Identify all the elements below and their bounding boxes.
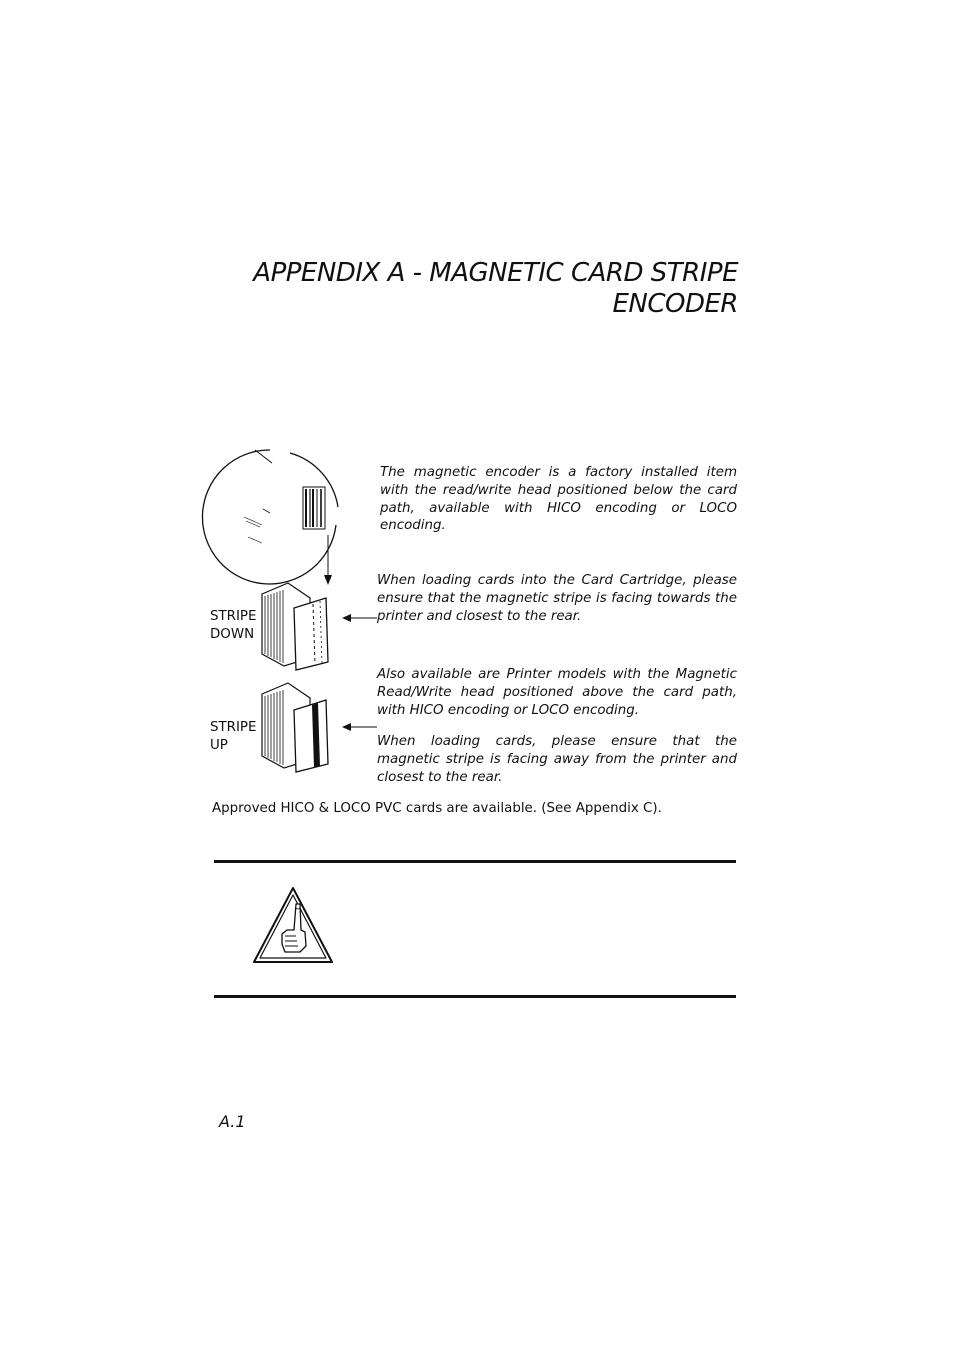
stripe-up-label: STRIPE UP [210, 720, 257, 753]
title-line-2: ENCODER [612, 289, 738, 319]
page-number: A.1 [219, 1112, 246, 1131]
magnified-print-head-icon [200, 445, 350, 585]
arrow-stripe-up [342, 721, 378, 733]
also-available-paragraph: Also available are Printer models with the Magnetic Read/Write head positioned above the card path, with HICO encoding or LOCO encoding. [377, 667, 737, 718]
approved-cards-note: Approved HICO & LOCO PVC cards are available. (See Appendix C). [212, 801, 662, 816]
warning-pointing-hand-icon [252, 886, 334, 966]
arrow-stripe-down [342, 612, 378, 624]
stripe-down-label: STRIPE DOWN [210, 609, 257, 642]
loading-stripe-down-paragraph: When loading cards into the Card Cartridge, please ensure that the magnetic stripe is facing towards the printer and closest to the rear. [377, 573, 737, 624]
title-line-1: APPENDIX A - MAGNETIC CARD STRIPE [253, 258, 738, 288]
intro-paragraph: The magnetic encoder is a factory installed item with the read/write head positioned below the card path, available with HICO encoding or LOCO encoding. [380, 465, 737, 534]
divider-bottom [214, 995, 736, 998]
loading-stripe-up-paragraph: When loading cards, please ensure that the magnetic stripe is facing away from the printer and closest to the rear. [377, 734, 737, 785]
card-stack-stripe-down-icon [258, 580, 358, 670]
page-title [178, 258, 738, 320]
divider-top [214, 860, 736, 863]
